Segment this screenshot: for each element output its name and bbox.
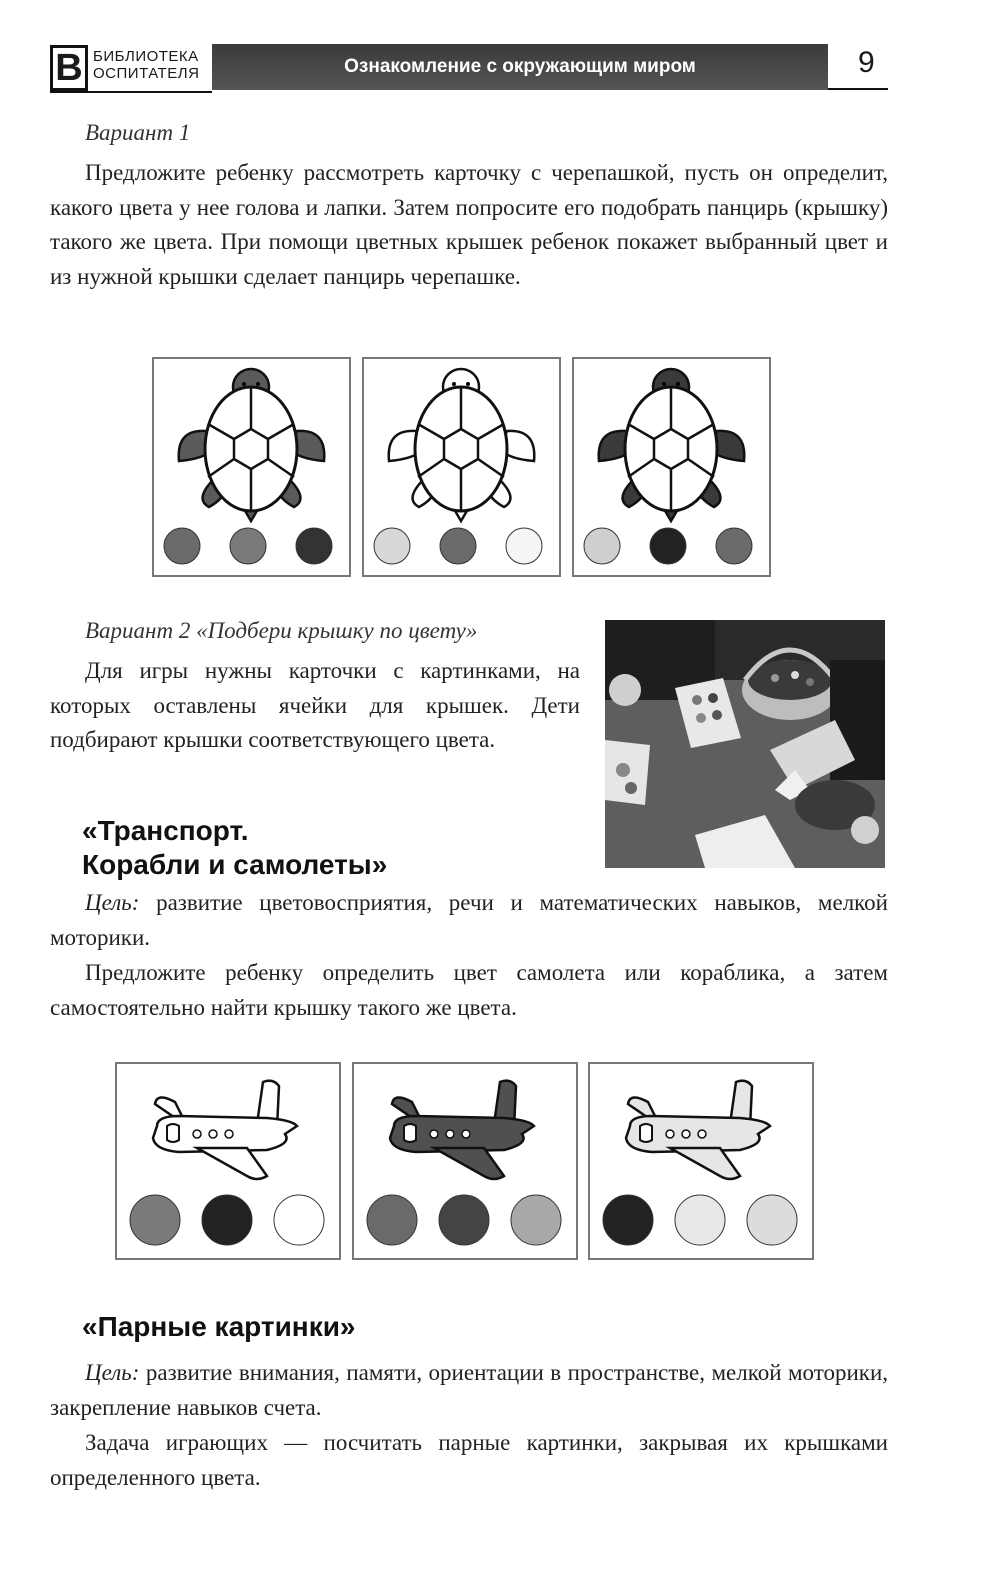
dark-turtle [154, 359, 349, 575]
color-cap-dot [164, 528, 200, 564]
logo-letter: В [55, 47, 83, 89]
turtle-card [362, 357, 561, 577]
variant2-title: Вариант 2 «Подбери крышку по цвету» [85, 618, 478, 643]
darkest-turtle [574, 359, 769, 575]
transport-goal-label: Цель: [85, 890, 140, 915]
variant1-title: Вариант 1 [85, 120, 191, 145]
transport-heading [82, 814, 387, 882]
color-cap-dot [230, 528, 266, 564]
color-cap-dot [439, 1195, 489, 1245]
transport-goal [50, 886, 888, 955]
light-plane [590, 1064, 812, 1258]
color-cap-dot [675, 1195, 725, 1245]
white-turtle [364, 359, 559, 575]
color-cap-dot [296, 528, 332, 564]
plane-card [352, 1062, 578, 1260]
color-cap-dot [747, 1195, 797, 1245]
white-plane [117, 1064, 339, 1258]
pairs-goal-label: Цель: [85, 1360, 140, 1385]
series-logo [50, 45, 88, 91]
plane-card [588, 1062, 814, 1260]
variant1-text: Предложите ребенку рассмотреть карточку с черепашкой, пусть он определит, какого цвета у нее голова и лапки. Затем попросите его подобрать панцирь (крышку) такого же цвета. При помощи цветных крышек ребенок покажет выбранный цвет и из нужной крышки сделает панцирь черепашке. [50, 160, 888, 289]
transport-goal-text: развитие цветовосприятия, речи и математических навыков, мелкой моторики. [50, 890, 888, 950]
pairs-task: Задача играющих — посчитать парные картинки, закрывая их крышками определенного цвета. [50, 1430, 888, 1490]
transport-task: Предложите ребенку определить цвет самолета или кораблика, а затем самостоятельно найти крышку такого же цвета. [50, 960, 888, 1020]
series-name [93, 48, 199, 82]
turtle-card [152, 357, 351, 577]
series-name-line2: ОСПИТАТЕЛЯ [93, 65, 200, 82]
header-divider-left [50, 91, 212, 93]
variant2-text: Для игры нужны карточки с картинками, на которых оставлены ячейки для крышек. Дети подбирают крышки соответствующего цвета. [50, 658, 580, 752]
photo-illustration [605, 620, 885, 868]
color-cap-dot [603, 1195, 653, 1245]
color-cap-dot [584, 528, 620, 564]
series-name-line1: БИБЛИОТЕКА [93, 48, 199, 65]
transport-heading-line1: «Транспорт. [82, 815, 249, 846]
color-cap-dot [440, 528, 476, 564]
color-cap-dot [506, 528, 542, 564]
color-cap-dot [511, 1195, 561, 1245]
turtle-card [572, 357, 771, 577]
color-cap-dot [367, 1195, 417, 1245]
children-game-photo [605, 620, 885, 868]
transport-heading-line2: Корабли и самолеты» [82, 849, 388, 880]
header-divider-right [828, 88, 888, 90]
color-cap-dot [650, 528, 686, 564]
color-cap-dot [716, 528, 752, 564]
plane-card [115, 1062, 341, 1260]
pairs-goal-text: развитие внимания, памяти, ориентации в пространстве, мелкой моторики, закрепление навыков счета. [50, 1360, 888, 1420]
page-number: 9 [858, 46, 875, 79]
color-cap-dot [374, 528, 410, 564]
section-title: Ознакомление с окружающим миром [344, 56, 696, 77]
pairs-goal [50, 1356, 888, 1425]
color-cap-dot [274, 1195, 324, 1245]
color-cap-dot [130, 1195, 180, 1245]
dark-plane [354, 1064, 576, 1258]
pairs-heading: «Парные картинки» [82, 1311, 356, 1342]
color-cap-dot [202, 1195, 252, 1245]
